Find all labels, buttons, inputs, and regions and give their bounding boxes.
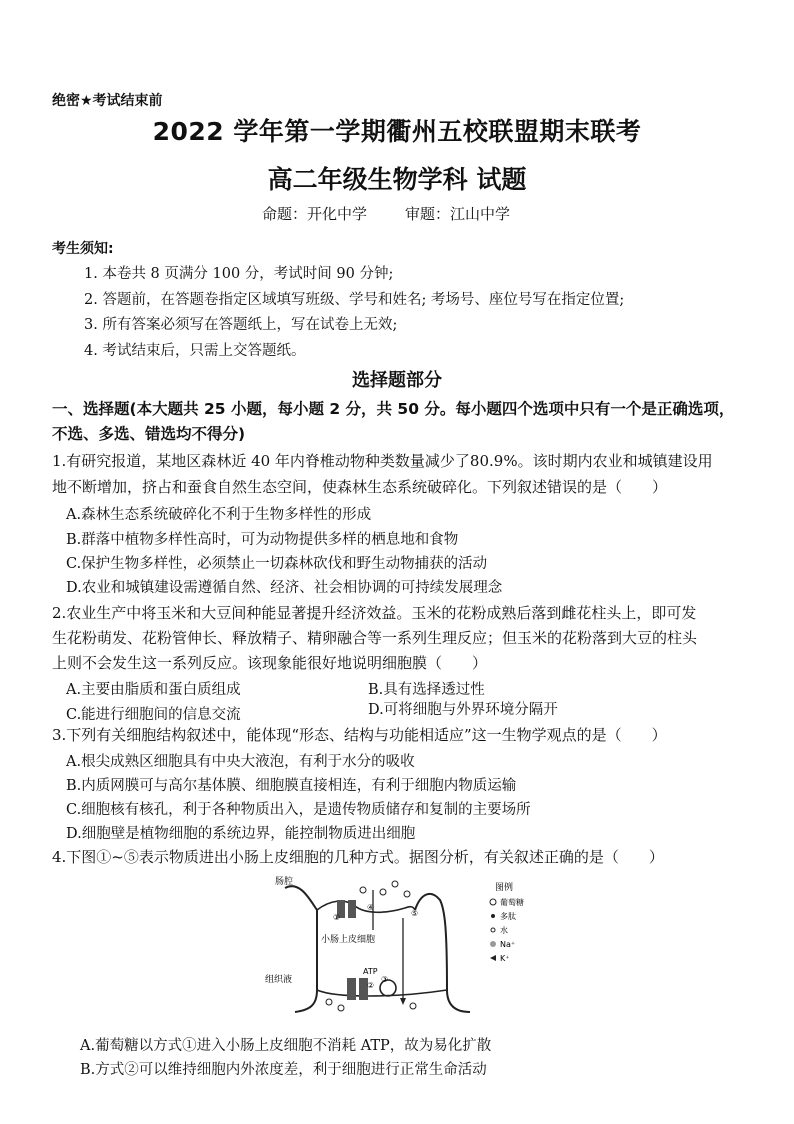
question-2-text: 上则不会发生这一系列反应。该现象能很好地说明细胞膜（ ）	[52, 654, 488, 672]
legend-potassium: K⁺	[500, 954, 510, 963]
legend-glucose: 葡萄糖	[500, 898, 524, 907]
section-title: 选择题部分	[352, 370, 442, 391]
legend-title: 图例	[495, 883, 514, 893]
legend-water: 水	[500, 926, 508, 935]
reviewer: 审题：江山中学	[405, 205, 511, 223]
notice-item: 1. 本卷共 8 页满分 100 分，考试时间 90 分钟;	[84, 266, 394, 282]
notice-item: 2. 答题前，在答题卷指定区域填写班级、学号和姓名; 考场号、座位号写在指定位置;	[84, 292, 625, 308]
q2-option-a: A.主要由脂质和蛋白质组成	[66, 682, 241, 698]
diagram-mark-5: ⑤	[411, 909, 419, 918]
q2-option-c: C.能进行细胞间的信息交流	[66, 707, 241, 723]
q1-option-a: A.森林生态系统破碎化不利于生物多样性的形成	[66, 507, 372, 523]
diagram-mark-1: ①	[333, 913, 341, 922]
exam-subtitle: 高二年级生物学科 试题	[267, 165, 527, 194]
q3-option-c: C.细胞核有核孔，利于各种物质出入，是遗传物质储存和复制的主要场所	[66, 802, 531, 818]
q3-option-d: D.细胞壁是植物细胞的系统边界，能控制物质进出细胞	[66, 826, 416, 842]
proposer: 命题：开化中学	[262, 205, 368, 223]
q2-option-b: B.具有选择透过性	[368, 682, 485, 698]
section-instruction: 不选、多选、错选均不得分)	[52, 425, 246, 443]
q1-option-d: D.农业和城镇建设需遵循自然、经济、社会相协调的可持续发展理念	[66, 580, 503, 596]
q3-option-b: B.内质网膜可与高尔基体膜、细胞膜直接相连，有利于细胞内物质运输	[66, 778, 517, 794]
section-instruction: 一、选择题(本大题共 25 小题，每小题 2 分，共 50 分。每小题四个选项中只有一个是正确选项，	[52, 400, 735, 418]
question-2-text: 生花粉萌发、花粉管伸长、释放精子、精卵融合等一系列生理反应；但玉米的花粉落到大豆的柱头	[52, 629, 698, 647]
intestinal-cell-diagram	[255, 870, 555, 1018]
q2-option-d: D.可将细胞与外界环境分隔开	[368, 702, 558, 718]
question-1-text: 地不断增加，挤占和蚕食自然生态空间，使森林生态系统破碎化。下列叙述错误的是（ ）	[52, 478, 668, 496]
diagram-atp-label: ATP	[363, 967, 378, 976]
q4-option-b: B.方式②可以维持细胞内外浓度差，利于细胞进行正常生命活动	[80, 1062, 487, 1078]
diagram-lumen-label: 肠腔	[275, 877, 294, 887]
question-1-text: 1.有研究报道，某地区森林近 40 年内脊椎动物种类数量减少了80.9%。该时期内农业和城镇建设用	[52, 452, 713, 470]
diagram-tissue-fluid-label: 组织液	[265, 975, 293, 985]
question-2-text: 2.农业生产中将玉米和大豆间种能显著提升经济效益。玉米的花粉成熟后落到雌花柱头上，即可发	[52, 604, 697, 622]
diagram-mark-4: ④	[367, 903, 375, 912]
diagram-mark-3: ③	[381, 975, 389, 984]
diagram-cell-label: 小肠上皮细胞	[321, 935, 376, 945]
q3-option-a: A.根尖成熟区细胞具有中央大液泡，有利于水分的吸收	[66, 754, 415, 770]
q1-option-b: B.群落中植物多样性高时，可为动物提供多样的栖息地和食物	[66, 532, 459, 548]
notice-item: 3. 所有答案必须写在答题纸上，写在试卷上无效;	[84, 317, 398, 333]
diagram-mark-2: ②	[367, 981, 375, 990]
legend-sodium: Na⁺	[500, 940, 516, 949]
q4-option-a: A.葡萄糖以方式①进入小肠上皮细胞不消耗 ATP，故为易化扩散	[80, 1038, 492, 1054]
legend-peptide: 多肽	[500, 912, 516, 921]
notice-heading: 考生须知:	[52, 241, 114, 257]
q1-option-c: C.保护生物多样性，必须禁止一切森林砍伐和野生动物捕获的活动	[66, 556, 488, 572]
question-4-text: 4.下图①~⑤表示物质进出小肠上皮细胞的几种方式。据图分析，有关叙述正确的是（ ）	[52, 848, 664, 866]
notice-item: 4. 考试结束后，只需上交答题纸。	[84, 343, 306, 359]
question-3-text: 3.下列有关细胞结构叙述中，能体现“形态、结构与功能相适应”这一生物学观点的是（ ）	[52, 726, 667, 744]
confidential-label: 绝密★考试结束前	[52, 93, 163, 109]
exam-title: 2022 学年第一学期衢州五校联盟期末联考	[152, 117, 642, 146]
